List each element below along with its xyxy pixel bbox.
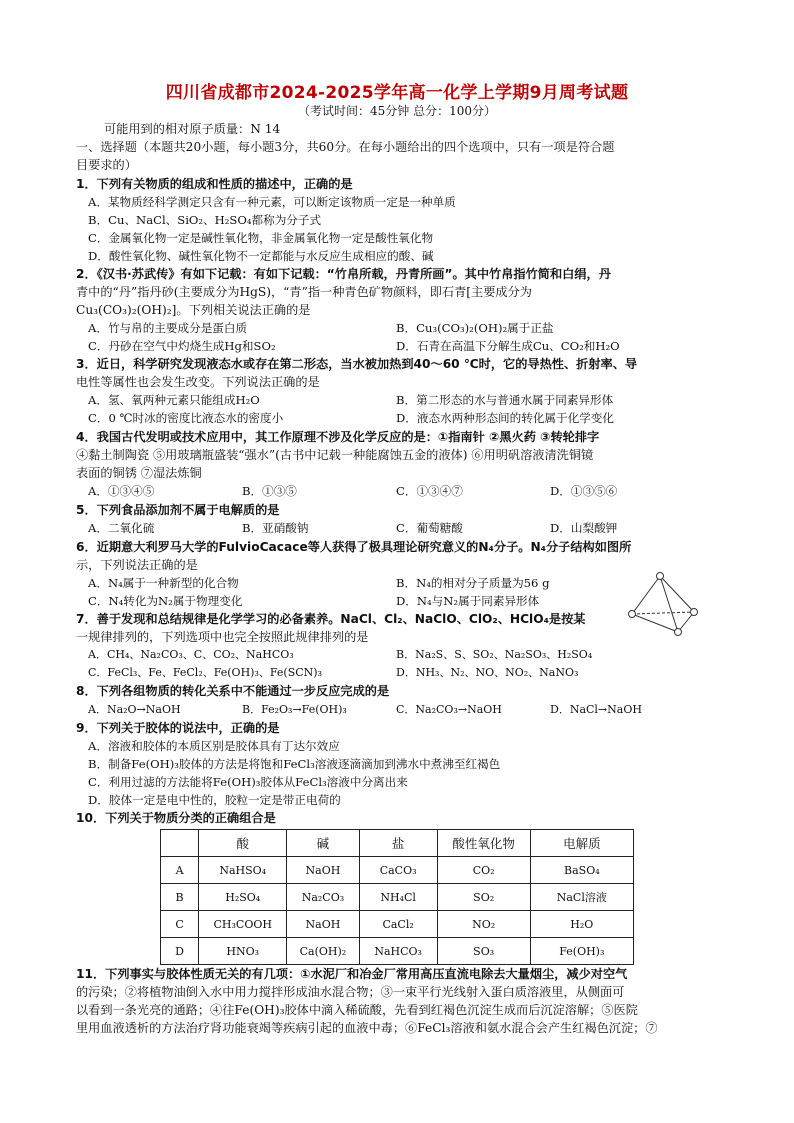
exam-subtitle: （考试时间：45分钟 总分：100分） xyxy=(298,104,496,118)
table-cell: NaOH xyxy=(287,857,359,884)
table-header-cell: 盐 xyxy=(359,830,437,857)
question-11-stem-line-4: 里用血液透析的方法治疗肾功能衰竭等疾病引起的血液中毒；⑥FeCl₃溶液和氨水混合会产生红褐色沉淀；⑦ xyxy=(76,1021,658,1035)
question-7-stem-line-2: 一规律排列的，下列选项中也完全按照此规律排列的是 xyxy=(76,630,369,644)
question-4-stem: 4．我国古代发明或技术应用中，其工作原理不涉及化学反应的是：①指南针 ②黑火药 ③转轮排字 xyxy=(76,430,600,444)
section-heading-cont: 目要求的） xyxy=(76,158,137,172)
table-header-cell: 酸 xyxy=(199,830,287,857)
question-11-stem-line-2: 的污染；②将植物油倒入水中用力搅拌形成油水混合物；③一束平行光线射入蛋白质溶液里，从侧面可 xyxy=(76,985,625,999)
table-row xyxy=(161,938,634,965)
table-cell: NaHCO₃ xyxy=(359,938,437,965)
question-2-option-d: D．石青在高温下分解生成Cu、CO₂和H₂O xyxy=(396,339,620,353)
question-4-option-b: B．①③⑤ xyxy=(242,484,297,498)
table-header-cell: 电解质 xyxy=(530,830,633,857)
classification-table xyxy=(160,829,634,965)
question-9-option-b: B．制备Fe(OH)₃胶体的方法是将饱和FeCl₃溶液逐滴滴加到沸水中煮沸至红褐色 xyxy=(88,757,501,771)
question-1-option-d: D．酸性氧化物、碱性氧化物不一定都能与水反应生成相应的酸、碱 xyxy=(88,249,434,263)
table-cell: SO₃ xyxy=(437,938,530,965)
question-1-option-c: C．金属氧化物一定是碱性氧化物，非金属氧化物一定是酸性氧化物 xyxy=(88,231,434,245)
table-cell: NO₂ xyxy=(437,911,530,938)
question-2-option-b: B．Cu₃(CO₃)₂(OH)₂属于正盐 xyxy=(396,321,554,335)
question-2-stem: 2．《汉书·苏武传》有如下记载：有如下记载：“竹帛所载，丹青所画”。其中竹帛指竹简和白绢，丹 xyxy=(76,267,611,281)
table-cell: Ca(OH)₂ xyxy=(287,938,359,965)
section-heading: 一、选择题（本题共20小题，每小题3分，共60分。在每小题给出的四个选项中，只有一项是符合题 xyxy=(76,140,615,154)
question-11-stem: 11．下列事实与胶体性质无关的有几项：①水泥厂和冶金厂常用高压直流电除去大量烟尘，减少对空气 xyxy=(76,967,628,981)
question-6-stem-line-2: 示，下列说法正确的是 xyxy=(76,558,198,572)
table-cell: NaHSO₄ xyxy=(199,857,287,884)
table-cell: CaCl₂ xyxy=(359,911,437,938)
question-3-option-b: B．第二形态的水与普通水属于同素异形体 xyxy=(396,393,614,407)
table-cell: CO₂ xyxy=(437,857,530,884)
table-cell: D xyxy=(161,938,199,965)
question-8-option-c: C．Na₂CO₃→NaOH xyxy=(396,703,502,716)
question-6-stem: 6．近期意大利罗马大学的FulvioCacace等人获得了极具理论研究意义的N₄分子。N₄分子结构如图所 xyxy=(76,540,632,554)
question-7-option-c: C．FeCl₃、Fe、FeCl₂、Fe(OH)₃、Fe(SCN)₃ xyxy=(88,666,322,679)
table-header-cell: 碱 xyxy=(287,830,359,857)
question-3-stem: 3．近日，科学研究发现液态水或存在第二形态，当水被加热到40～60 ℃时，它的导热性、折射率、导 xyxy=(76,357,638,371)
table-cell: Na₂CO₃ xyxy=(287,884,359,911)
question-4-stem-line-2: ④黏土制陶瓷 ⑤用玻璃瓶盛装“强水”(古书中记载一种能腐蚀五金的液体) ⑥用明矾溶液清洗铜镜 xyxy=(76,448,594,462)
question-4-option-a: A．①③④⑤ xyxy=(88,484,155,498)
question-8-option-a: A．Na₂O→NaOH xyxy=(88,703,181,716)
question-1-option-b: B．Cu、NaCl、SiO₂、H₂SO₄都称为分子式 xyxy=(88,213,322,227)
table-cell: NH₄Cl xyxy=(359,884,437,911)
question-1-option-a: A．某物质经科学测定只含有一种元素，可以断定该物质一定是一种单质 xyxy=(88,195,456,209)
table-cell: B xyxy=(161,884,199,911)
question-5-option-d: D．山梨酸钾 xyxy=(550,521,618,535)
question-9-option-c: C．利用过滤的方法能将Fe(OH)₃胶体从FeCl₃溶液中分离出来 xyxy=(88,775,408,789)
exam-title: 四川省成都市2024-2025学年高一化学上学期9月周考试题 xyxy=(165,83,629,103)
question-9-option-d: D．胶体一定是电中性的，胶粒一定是带正电荷的 xyxy=(88,793,341,807)
table-cell: C xyxy=(161,911,199,938)
table-row xyxy=(161,911,634,938)
question-3-stem-line-2: 电性等属性也会发生改变。下列说法正确的是 xyxy=(76,375,320,389)
question-6-option-b: B．N₄的相对分子质量为56 g xyxy=(396,576,550,590)
question-2-stem-line-2: 青中的“丹”指丹砂(主要成分为HgS)，“青”指一种青色矿物颜料，即石青[主要成分为 xyxy=(76,285,532,299)
table-cell: BaSO₄ xyxy=(530,857,633,884)
question-6-option-d: D．N₄与N₂属于同素异形体 xyxy=(396,594,540,608)
table-row xyxy=(161,857,634,884)
question-4-option-c: C．①③④⑦ xyxy=(396,484,463,498)
table-cell: NaOH xyxy=(287,911,359,938)
table-cell: CaCO₃ xyxy=(359,857,437,884)
question-5-option-c: C．葡萄糖酸 xyxy=(396,521,463,535)
table-cell: H₂O xyxy=(530,911,633,938)
table-cell: H₂SO₄ xyxy=(199,884,287,911)
table-cell: CH₃COOH xyxy=(199,911,287,938)
question-9-option-a: A．溶液和胶体的本质区别是胶体具有丁达尔效应 xyxy=(88,739,340,753)
question-8-option-d: D．NaCl→NaOH xyxy=(550,703,642,716)
table-cell: HNO₃ xyxy=(199,938,287,965)
question-8-stem: 8．下列各组物质的转化关系中不能通过一步反应完成的是 xyxy=(76,684,390,698)
question-1-stem: 1．下列有关物质的组成和性质的描述中，正确的是 xyxy=(76,177,353,191)
question-3-option-a: A．氢、氧两种元素只能组成H₂O xyxy=(88,393,260,407)
table-header-cell: 酸性氧化物 xyxy=(437,830,530,857)
question-11-stem-line-3: 以看到一条光亮的通路；④往Fe(OH)₃胶体中滴入稀硫酸，先看到红褐色沉淀生成而后沉淀溶解；⑤医院 xyxy=(76,1003,638,1017)
question-5-option-b: B．亚硝酸钠 xyxy=(242,521,309,535)
question-8-option-b: B．Fe₂O₃→Fe(OH)₃ xyxy=(242,703,347,716)
question-3-option-d: D．液态水两种形态间的转化属于化学变化 xyxy=(396,411,614,425)
table-cell: SO₂ xyxy=(437,884,530,911)
question-4-option-d: D．①③⑤⑥ xyxy=(550,484,618,498)
table-header-row xyxy=(161,830,634,857)
question-7-stem: 7．善于发现和总结规律是化学学习的必备素养。NaCl、Cl₂、NaClO、ClO₂、HClO₄是按某 xyxy=(76,612,586,626)
question-10-stem: 10．下列关于物质分类的正确组合是 xyxy=(76,811,276,825)
question-7-option-b: B．Na₂S、S、SO₂、Na₂SO₃、H₂SO₄ xyxy=(396,648,593,661)
question-7-option-a: A．CH₄、Na₂CO₃、C、CO₂、NaHCO₃ xyxy=(88,648,294,661)
question-5-stem: 5．下列食品添加剂不属于电解质的是 xyxy=(76,503,280,517)
atomic-mass-note: 可能用到的相对原子质量：N 14 xyxy=(104,122,281,136)
table-cell: NaCl溶液 xyxy=(530,884,633,911)
question-7-option-d: D．NH₃、N₂、NO、NO₂、NaNO₃ xyxy=(396,666,579,679)
table-cell: Fe(OH)₃ xyxy=(530,938,633,965)
table-header-cell xyxy=(161,830,199,857)
question-4-stem-line-3: 表面的铜锈 ⑦湿法炼铜 xyxy=(76,466,202,480)
question-9-stem: 9．下列关于胶体的说法中，正确的是 xyxy=(76,721,280,735)
question-2-stem-line-3: Cu₃(CO₃)₂(OH)₂]。下列相关说法正确的是 xyxy=(76,303,311,317)
question-6-option-c: C．N₄转化为N₂属于物理变化 xyxy=(88,594,243,608)
question-3-option-c: C．0 ℃时冰的密度比液态水的密度小 xyxy=(88,411,284,425)
table-row xyxy=(161,884,634,911)
question-5-option-a: A．二氧化硫 xyxy=(88,521,155,535)
table-cell: A xyxy=(161,857,199,884)
question-2-option-c: C．丹砂在空气中灼烧生成Hg和SO₂ xyxy=(88,339,276,353)
question-2-option-a: A．竹与帛的主要成分是蛋白质 xyxy=(88,321,248,335)
question-6-option-a: A．N₄属于一种新型的化合物 xyxy=(88,576,239,590)
